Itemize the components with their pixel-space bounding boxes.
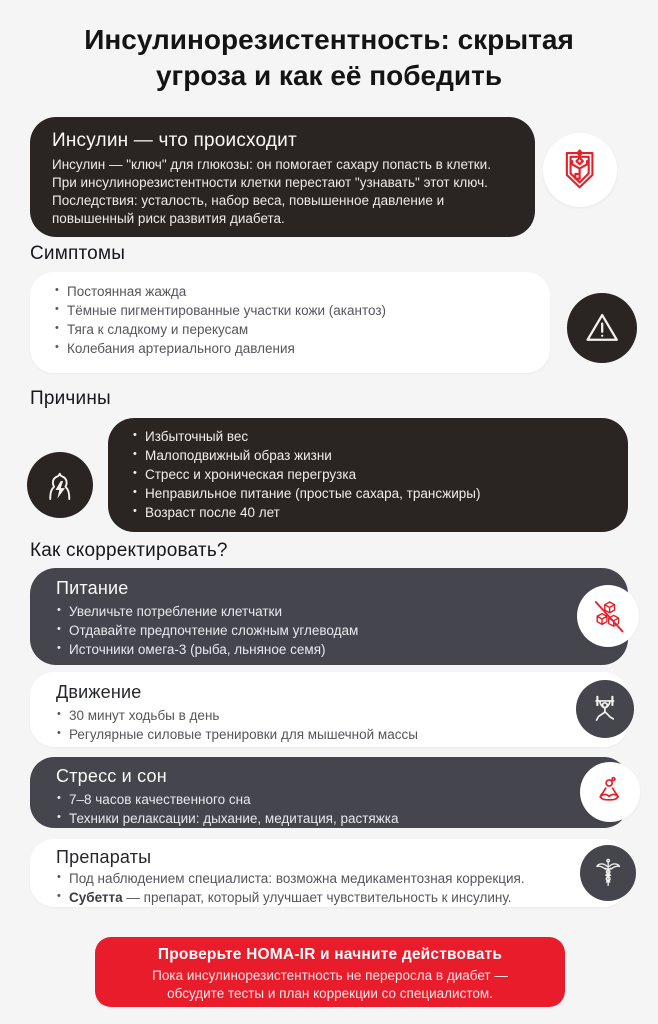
cta-title: Проверьте HOMA-IR и начните действовать	[157, 946, 503, 963]
nutrition-card	[30, 568, 628, 665]
movement-item: • Регулярные силовые тренировки для мышечной массы	[56, 726, 602, 745]
drugs-card	[30, 839, 628, 907]
nutrition-card-title: Питание	[56, 578, 129, 598]
stress-item: • 7–8 часов качественного сна	[56, 791, 602, 810]
nutrition-item: • Отдавайте предпочтение сложным углеводам	[56, 622, 602, 641]
insulin-card-title: Инсулин — что происходит	[52, 130, 297, 151]
symptoms-heading: Симптомы	[30, 243, 126, 264]
meditation-icon	[580, 762, 640, 822]
drug-item: • Под наблюдением специалиста: возможна медикаментозная коррекция.	[56, 870, 602, 889]
nutrition-item: • Увеличьте потребление клетчатки	[56, 603, 602, 622]
key-shield-icon	[543, 133, 617, 207]
stress-card	[30, 757, 628, 828]
body-stress-icon	[27, 452, 93, 518]
cause-item: • Стресс и хроническая перегрузка	[132, 466, 604, 485]
weightlifting-icon	[576, 680, 634, 738]
symptom-item: • Тёмные пигментированные участки кожи (акантоз)	[54, 302, 526, 321]
drug-name: Субетта	[69, 889, 123, 905]
cause-item: • Возраст после 40 лет	[132, 504, 604, 523]
insulin-card	[30, 117, 535, 237]
stress-card-title: Стресс и сон	[56, 766, 167, 786]
cause-item: • Избыточный вес	[132, 428, 604, 447]
symptom-item: • Колебания артериального давления	[54, 340, 526, 359]
warning-icon	[567, 293, 637, 363]
symptom-item: • Постоянная жажда	[54, 283, 526, 302]
no-sugar-icon	[577, 585, 639, 647]
drugs-card-title: Препараты	[56, 847, 152, 867]
movement-card-title: Движение	[56, 682, 142, 702]
cta-button[interactable]	[95, 937, 565, 1007]
stress-item: • Техники релаксации: дыхание, медитация, растяжка	[56, 810, 602, 829]
causes-card	[108, 418, 628, 532]
cause-item: • Малоподвижный образ жизни	[132, 447, 604, 466]
causes-heading: Причины	[30, 388, 111, 409]
nutrition-item: • Источники омега-3 (рыба, льняное семя)	[56, 641, 602, 660]
insulin-card-body: Инсулин — "ключ" для глюкозы: он помогает сахару попасть в клетки. При инсулинорезистентности клетки перестают "узнавать" этот ключ. Последствия: усталость, набор веса, повышенное давление и повышенный риск развития диабета.	[52, 157, 491, 227]
movement-card	[30, 672, 628, 747]
drug-item: • Субетта — препарат, который улучшает чувствительность к инсулину.	[56, 889, 602, 908]
symptoms-card	[30, 272, 550, 373]
movement-item: • 30 минут ходьбы в день	[56, 707, 602, 726]
symptom-item: • Тяга к сладкому и перекусам	[54, 321, 526, 340]
correction-heading: Как скорректировать?	[30, 540, 228, 561]
page-title: Инсулинорезистентность: скрытая угроза и как её победить	[84, 24, 574, 92]
cause-item: • Неправильное питание (простые сахара, трансжиры)	[132, 485, 604, 504]
cta-body: Пока инсулинорезистентность не переросла в диабет — обсудите тесты и план коррекции со специалистом.	[152, 968, 508, 1001]
caduceus-icon	[580, 845, 636, 901]
